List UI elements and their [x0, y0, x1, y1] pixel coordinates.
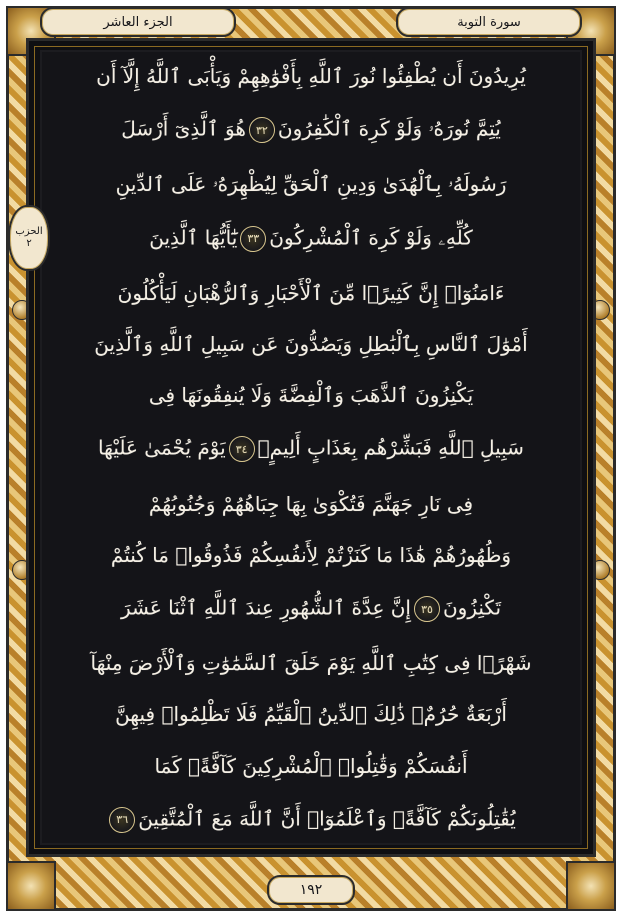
ayah-line: [64, 651, 558, 676]
ayah-line: [64, 436, 558, 462]
ayah-text-continued: يَٰٓأَيُّهَا ٱلَّذِينَ: [149, 225, 238, 250]
ayah-text-continued: يَوْمَ يُحْمَىٰ عَلَيْهَا: [98, 435, 226, 460]
ayah-text: كُلِّهِۦ وَلَوْ كَرِهَ ٱلْمُشْرِكُونَ: [269, 225, 473, 250]
ayah-text: سَبِيلِ ٱللَّهِ فَبَشِّرْهُم بِعَذَابٍ أَلِيمٍۢ: [257, 435, 524, 460]
hizb-marker: [8, 205, 50, 271]
ayah-text: يُرِيدُونَ أَن يُطْفِئُوا نُورَ ٱللَّهِ بِأَفْوَٰهِهِمْ وَيَأْبَى ٱللَّهُ إِلَّآ أَن: [96, 64, 526, 88]
page-footer: [0, 875, 622, 905]
page-header: [40, 7, 582, 37]
ayah-number-marker: ٣٦: [109, 807, 135, 833]
ayah-text: أَمْوَٰلَ ٱلنَّاسِ بِٱلْبَٰطِلِ وَيَصُدُّونَ عَن سَبِيلِ ٱللَّهِ وَٱلَّذِينَ: [94, 332, 528, 357]
ayah-line: [64, 491, 558, 516]
ayah-text: تَكْنِزُونَ: [442, 595, 502, 620]
ayah-text: أَنفُسَكُمْ وَقَٰتِلُوا۟ ٱلْمُشْرِكِينَ كَآفَّةًۭ كَمَا: [154, 753, 468, 778]
ayah-text: شَهْرًۭا فِى كِتَٰبِ ٱللَّهِ يَوْمَ خَلَقَ ٱلسَّمَٰوَٰتِ وَٱلْأَرْضَ مِنْهَآ: [90, 651, 532, 676]
ayah-line: [64, 117, 558, 143]
ayah-text: يَكْنِزُونَ ٱلذَّهَبَ وَٱلْفِضَّةَ وَلَا يُنفِقُونَهَا فِى: [148, 383, 474, 408]
ayah-text-continued: هُوَ ٱلَّذِىٓ أَرْسَلَ: [121, 116, 246, 141]
juz-label: الجزء العاشر: [40, 7, 236, 37]
ayah-number-marker: ٣٣: [240, 226, 266, 252]
page-number: ١٩٢: [267, 875, 355, 905]
quran-text-panel: [40, 50, 582, 845]
ayah-line: [64, 753, 558, 778]
ayah-line: [64, 172, 558, 197]
ayah-number-marker: ٣٤: [229, 436, 255, 462]
ayah-text-continued: إِنَّ عِدَّةَ ٱلشُّهُورِ عِندَ ٱللَّهِ ٱثْنَا عَشَرَ: [120, 595, 411, 620]
ayah-line: [64, 66, 558, 86]
ayah-line: [64, 226, 558, 252]
ayah-line: [64, 596, 558, 622]
ayah-text: ءَامَنُوٓا۟ إِنَّ كَثِيرًۭا مِّنَ ٱلْأَحْبَارِ وَٱلرُّهْبَانِ لَيَأْكُلُونَ: [117, 280, 505, 305]
ayah-number-marker: ٣٥: [414, 596, 440, 622]
ayah-text: يُتِمَّ نُورَهُۥ وَلَوْ كَرِهَ ٱلْكَٰفِرُونَ: [277, 116, 501, 141]
ayah-line: [64, 280, 558, 305]
ayah-line: [64, 807, 558, 833]
ayah-line: [64, 332, 558, 357]
ayah-text: رَسُولَهُۥ بِٱلْهُدَىٰ وَدِينِ ٱلْحَقِّ لِيُظْهِرَهُۥ عَلَى ٱلدِّينِ: [115, 172, 507, 197]
ayah-line: [64, 383, 558, 408]
hizb-marker-number: ٢: [26, 238, 32, 249]
ayah-text: وَظُهُورُهُمْ هَٰذَا مَا كَنَزْتُمْ لِأَنفُسِكُمْ فَذُوقُوا۟ مَا كُنتُمْ: [110, 542, 512, 567]
ayah-text: فِى نَارِ جَهَنَّمَ فَتُكْوَىٰ بِهَا جِبَاهُهُمْ وَجُنُوبُهُمْ: [148, 491, 474, 516]
hizb-marker-label: الحزب: [15, 225, 43, 237]
ayah-lines: [42, 52, 580, 843]
ayah-text: يُقَٰتِلُونَكُمْ كَآفَّةًۭ وَٱعْلَمُوٓا۟ أَنَّ ٱللَّهَ مَعَ ٱلْمُتَّقِينَ: [138, 806, 516, 831]
ayah-number-marker: ٣٢: [249, 117, 275, 143]
ayah-line: [64, 702, 558, 727]
sura-label: سورة التوبة: [396, 7, 582, 37]
ayah-text: أَرْبَعَةٌ حُرُمٌۭ ذَٰلِكَ ٱلدِّينُ ٱلْقَيِّمُ فَلَا تَظْلِمُوا۟ فِيهِنَّ: [115, 702, 507, 727]
ayah-line: [64, 542, 558, 567]
